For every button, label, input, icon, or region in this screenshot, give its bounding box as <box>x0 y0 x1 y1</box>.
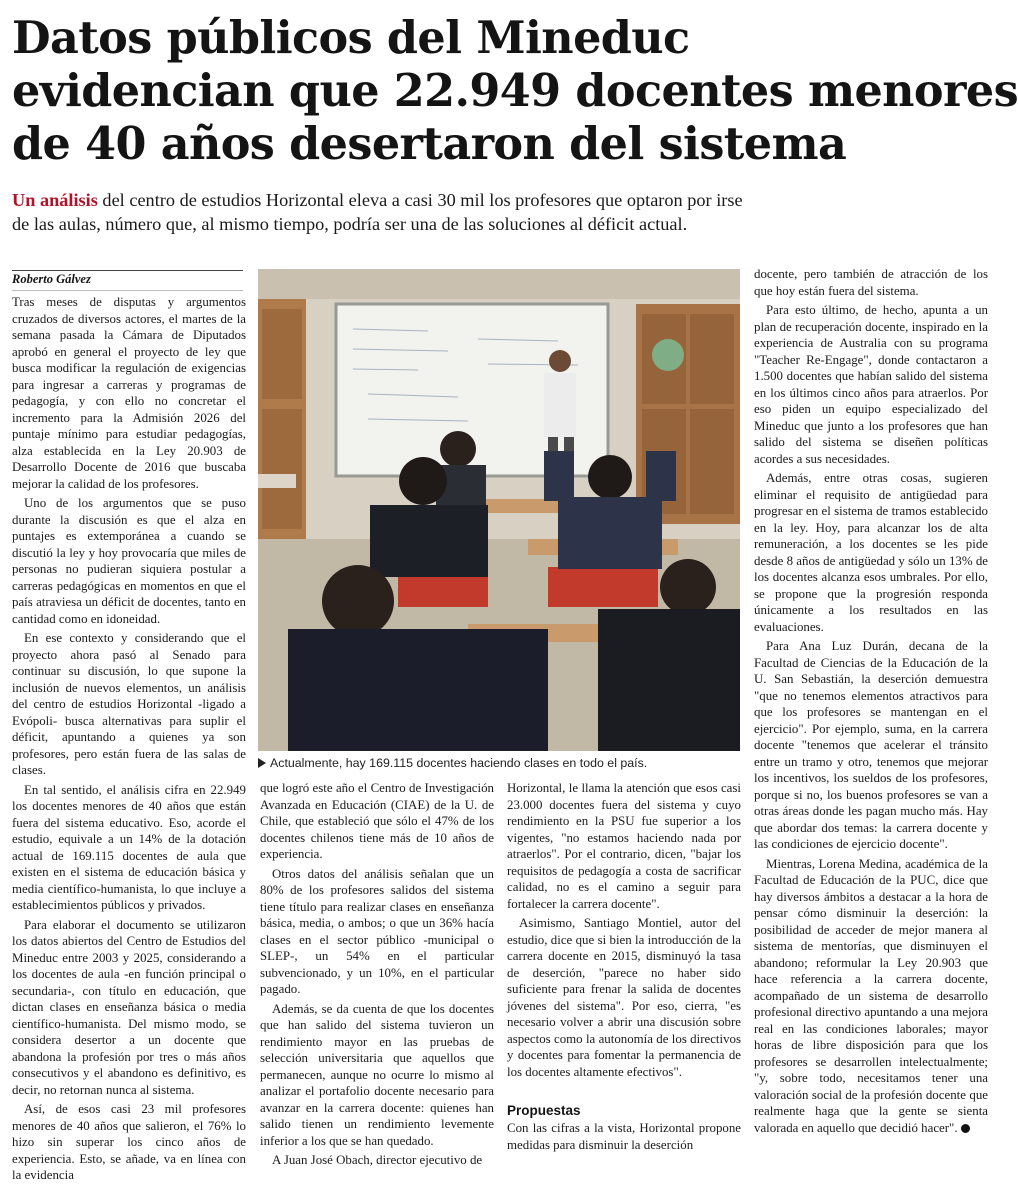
paragraph: Tras meses de disputas y argumentos cruzados de diversos actores, el martes de la semana pasada la Cámara de Diputados aprobó en general el proyecto de ley que busca modificar la regulación de exigencias para ingresar a carreras y programas de pedagogía, y con ello no concretar el incremento para la Admisión 2026 del puntaje mínimo para estudiar pedagogías, alza establecida en la Ley 20.903 de Desarrollo Docente de 2016 que buscaba mejorar la calidad de los profesores. <box>12 295 246 491</box>
paragraph: En ese contexto y considerando que el proyecto ahora pasó al Senado para continuar su discusión, lo que supone la inclusión de nuevos elementos, un análisis del centro de estudios Horizontal -ligado a Evópoli- busca alternativas para suplir el déficit, apuntando a quienes ya son profesores, pero están fuera de las salas de clases. <box>12 631 246 777</box>
paragraph: Además, entre otras cosas, sugieren eliminar el requisito de antigüedad para progresar en el sistema de tramos establecido en la ley. Hoy, para alcanzar los de alta remuneración, a los docentes se les pide desde 8 años de antigüedad y sólo un 13% de los docentes alcanza esos umbrales. Por ello, se propone que la progresión responda únicamente a los resultados en las evaluaciones. <box>754 471 988 634</box>
column-3 <box>507 780 741 1104</box>
column-4 <box>754 266 988 1160</box>
paragraph: docente, pero también de atracción de los que hoy están fuera del sistema. <box>754 267 988 298</box>
photo-caption-text: Actualmente, hay 169.115 docentes haciendo clases en todo el país. <box>270 756 648 770</box>
paragraph: Así, de esos casi 23 mil profesores menores de 40 años que salieron, el 76% lo hizo sin superar los cinco años de experiencia. Esto, se añade, va en línea con la evidencia <box>12 1102 246 1182</box>
deck-lead: Un análisis <box>12 190 98 210</box>
paragraph-final <box>754 856 988 1137</box>
headline-line: Datos públicos del Mineduc <box>12 12 690 64</box>
deck <box>12 188 992 236</box>
byline: Roberto Gálvez <box>12 272 91 286</box>
paragraph: Además, se da cuenta de que los docentes que han salido del sistema tuvieron un rendimiento mayor en las pruebas de selección universitaria que aquellos que permanecen, aunque no ocurre lo mismo al analizar el portafolio docente necesario para avanzar en la carrera docente: quienes han salido tienen un rendimiento levemente inferior a los que se han quedado. <box>260 1001 494 1148</box>
byline-rule <box>12 270 243 271</box>
column-2 <box>260 780 494 1167</box>
headline <box>12 12 1018 171</box>
paragraph: En tal sentido, el análisis cifra en 22.949 los docentes menores de 40 años que están fuera del sistema educativo. Eso, acorde el estudio, equivale a un 14% de la dotación actual de 169.115 docentes de aula que existen en el sistema de educación básica y media científico-humanista, lo que incluye a establecimientos públicos y privados. <box>12 782 246 912</box>
paragraph: Para esto último, de hecho, apunta a un plan de recuperación docente, inspirado en la experiencia de Australia con su programa "Teacher Re-Engage", donde contactaron a 1.500 docentes que habían salido del sistema en los últimos cinco años para atraerlos. Por eso piden un equipo especializado del Mineduc que junto a los profesores que han salido del sistema se diseñen políticas acordes a sus necesidades. <box>754 303 988 466</box>
deck-line-1 <box>12 188 992 212</box>
column-1 <box>12 294 246 1182</box>
classroom-photo-illustration <box>258 269 740 751</box>
deck-line-2: de las aulas, número que, al mismo tiempo, podría ser una de las soluciones al déficit actual. <box>12 214 688 234</box>
paragraph: que logró este año el Centro de Investigación Avanzada en Educación (CIAE) de la U. de Chile, que estableció que sólo el 47% de los docentes chilenos tiene más de 10 años de experiencia. <box>260 781 494 861</box>
paragraph: Uno de los argumentos que se puso durante la discusión es que el alza en puntajes es extemporánea a cuando se discutió la ley y hoy provocaría que miles de personas no pudieran siquiera postular a carreras pedagógicas en momentos en que el país atraviesa un déficit de docentes, tanto en cantidad como en idoneidad. <box>12 496 246 626</box>
paragraph: A Juan José Obach, director ejecutivo de <box>272 1153 483 1167</box>
paragraph: Otros datos del análisis señalan que un 80% de los profesores salidos del sistema tiene título para realizar clases en enseñanza básica, media, o ambos; o que un 36% hacía clases en el sector público -municipal o SLEP-, un 54% en el particular subvencionado, y un 10%, en el particular pagado. <box>260 866 494 996</box>
column-3-continued <box>507 1120 741 1160</box>
paragraph: Para elaborar el documento se utilizaron los datos abiertos del Centro de Estudios del Mineduc entre 2003 y 2025, considerando a los docentes de aula -en función principal o secundaria-, con título en educación, que dictan clases en enseñanza básica o media científico-humanista. Del mismo modo, se considera desertor a un docente que abandona la profesión por tres o más años consecutivos y el abandono es definitivo, es decir, no retornan nunca al sistema. <box>12 917 246 1097</box>
byline-rule-bottom <box>12 290 243 291</box>
photo-caption <box>258 756 740 770</box>
end-of-article-icon <box>961 1124 970 1133</box>
final-paragraph-text: Mientras, Lorena Medina, académica de la Facultad de Educación de la PUC, dice que hay diversos ámbitos a destacar a la hora de pensar cómo disminuir la deserción: la posibilidad de acceder de mejor manera al sistema de mentorías, que disminuyen el abandono; reformular la Ley 20.903 que hace referencia a la carrera docente, acompañado de un sistema de desarrollo profesional directivo apuntando a una mejora real en las condiciones laborales; mayor horas de libre disposición para que los profesores se desarrollen intelectualmente; "y, sobre todo, necesitamos tener una valoración social de la profesión docente que realmente haga que la gente se sienta valorada en aquello que decidió hacer". <box>754 856 988 1135</box>
caption-arrow-icon <box>258 758 266 768</box>
paragraph: Horizontal, le llama la atención que esos casi 23.000 docentes fuera del sistema y cuyo rendimiento en la PSU fue superior a los vigentes, "no estamos haciendo nada por atraerlos". Por el contrario, dicen, "bajar los requisitos de pedagogía a costa de sacrificar calidad, no es el camino a seguir para fortalecer la carrera docente". <box>507 781 741 911</box>
paragraph: Para Ana Luz Durán, decana de la Facultad de Ciencias de la Educación de la U. San Sebastián, la deserción demuestra "que no tenemos elementos atractivos para que los profesores se mantengan en el ejercicio". Por ejemplo, suma, en la carrera docente "tenemos que acelerar el tránsito entre un tramo y otro, tenemos que mejorar los incentivos, los sueldos de los profesores, porque si no, los buenos profesores se van a otras áreas donde les pagan mucho más. Hay que abordar dos temas: la carrera docente y las condiciones de ejercicio docente". <box>754 639 988 851</box>
classroom-photo <box>258 269 740 751</box>
section-subhead: Propuestas <box>507 1103 581 1118</box>
deck-line-1-text: del centro de estudios Horizontal eleva a casi 30 mil los profesores que optaron por irse <box>97 190 743 210</box>
paragraph: Asimismo, Santiago Montiel, autor del estudio, dice que si bien la introducción de la carrera docente en 2015, disminuyó la tasa de deserción, "parece no haber sido suficiente para frenar la salida de docentes jóvenes del sistema". Por eso, cierra, "es necesario volver a abrir una discusión sobre aspectos como la autonomía de los directivos y docentes para fomentar la permanencia de los docentes altamente efectivos". <box>507 916 741 1079</box>
paragraph: Con las cifras a la vista, Horizontal propone medidas para disminuir la deserción <box>507 1121 741 1152</box>
headline-line: evidencian que 22.949 docentes menores <box>12 65 1018 117</box>
headline-line: de 40 años desertaron del sistema <box>12 118 847 170</box>
